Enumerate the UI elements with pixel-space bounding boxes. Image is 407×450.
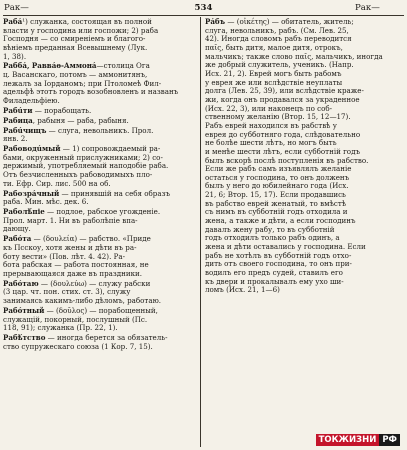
entry-line: и менѣе шести лѣтъ, если субботній годъ xyxy=(205,146,360,156)
entry-headword: Раббá, Раввáѳ-Аммонá xyxy=(3,61,97,71)
entry-first-line: Раболѣ́пiе — подлое, рабское угожденіе. xyxy=(3,207,161,217)
entry-line: 21, 6; Втор. 15, 17). Если продавшись xyxy=(205,190,346,200)
entry-line: янв. 2. xyxy=(3,134,28,144)
entry-headword: Рабóтный xyxy=(3,305,45,315)
entry-first-line: Раббá, Раввáѳ-Аммонá—столица Ога xyxy=(3,61,150,71)
entry-line: ц. Васанскаго, потомъ — аммонитянъ, xyxy=(3,70,148,80)
left-column xyxy=(3,18,196,353)
entry-line: остаться у господина, то онъ долженъ xyxy=(205,172,350,182)
dictionary-entry xyxy=(3,307,196,333)
entry-first-line: Рабúчищъ — слуга, невольникъ. Прол. xyxy=(3,125,154,135)
entry-first-line: Рабá¹) служанка, состоящая въ полной xyxy=(3,17,152,26)
entry-line: власти у господина или госпожи; 2) раба xyxy=(3,25,159,35)
page-header xyxy=(0,2,407,14)
entry-line: занимаясь какимъ-либо дѣломъ, работаю. xyxy=(3,296,162,306)
dictionary-entry xyxy=(205,18,403,295)
entry-line: рабъ не хотѣлъ въ субботній годъ отхо- xyxy=(205,250,352,260)
column-divider xyxy=(200,17,201,447)
entry-first-line: Рабúти — порабощать. xyxy=(3,105,92,115)
dictionary-entry xyxy=(3,62,196,105)
site-watermark xyxy=(312,433,404,447)
entry-line: боту вести» (Пов. лѣт. 4. 42). Ра- xyxy=(3,251,125,261)
entry-line: жи, когда онъ продавался за украденное xyxy=(205,94,360,104)
entry-line: у еврея же или вслѣдствіе неуплаты xyxy=(205,77,343,87)
entry-headword: Рáбъ xyxy=(205,17,226,26)
entry-line: слуга, невольникъ, рабъ. (См. Лев. 25, xyxy=(205,25,349,35)
entry-line: Исх. 21, 2). Еврей могъ быть рабомъ xyxy=(205,68,342,78)
entry-line: жена и дѣти оставались у господина. Если xyxy=(205,242,366,252)
entry-headword: Рабóтаю xyxy=(3,278,39,288)
entry-line: вѣніемъ преданная Всевышнему (Лук. xyxy=(3,42,148,52)
entry-line: Господня — со смиреніемъ и благого- xyxy=(3,34,146,44)
dictionary-entry xyxy=(3,334,196,351)
entry-line: адельфѣ этотъ городъ возобновленъ и названъ xyxy=(3,87,179,97)
right-column xyxy=(205,18,403,296)
entry-line: былъ вскорѣ послѣ поступленія въ рабство. xyxy=(205,155,369,165)
entry-line: служащій, покорный, послушный (Пс. xyxy=(3,314,148,324)
dictionary-entry xyxy=(3,145,196,188)
entry-line: (Исх. 22, 3), или наконецъ по соб- xyxy=(205,103,333,113)
entry-line: былъ у него до юбилейнаго года (Исх. xyxy=(205,181,349,191)
entry-first-line: Рабѣ́тство — иногда берется за обязатель- xyxy=(3,333,168,343)
entry-line: (3 цар. чт. пон. стих. ст. 3), служу xyxy=(3,287,131,297)
dictionary-entry xyxy=(3,208,196,234)
entry-line: ственному желанію (Втор. 15, 12—17). xyxy=(205,112,351,122)
entry-line: водилъ его предъ судей, ставилъ его xyxy=(205,268,343,278)
entry-first-line: Рáбъ — (οἰκέτης) — обитатель, житель; xyxy=(205,17,354,26)
dictionary-entry xyxy=(3,127,196,144)
entry-headword: Раболѣ́пiе xyxy=(3,207,45,217)
entry-line: дающу. xyxy=(3,224,31,234)
entry-line: же добрый служитель, ученикъ. (Напр. xyxy=(205,60,354,70)
entry-headword: Рабúти xyxy=(3,105,33,115)
entry-line: дить отъ своего господина, то онъ при- xyxy=(205,259,352,269)
dictionary-entry xyxy=(3,190,196,207)
entry-line: 1, 38). xyxy=(3,51,27,61)
entry-line: Если же рабъ самъ изъявлялъ желаніе xyxy=(205,164,352,174)
entry-line: держимый, употребляемый наподобіе раба. xyxy=(3,161,169,171)
running-head-left: Рак— xyxy=(4,3,29,13)
entry-headword: Рабúчищъ xyxy=(3,125,47,135)
entry-headword: Рабозрáчный xyxy=(3,188,60,198)
entry-first-line: Рабоводúмый — 1) сопровождаемый ра- xyxy=(3,144,161,154)
header-rule xyxy=(3,15,404,16)
entry-line: ломъ (Исх. 21, 1—6) xyxy=(205,285,280,295)
entry-line: къ Псскоу, хотя жены и дѣти въ ра- xyxy=(3,242,137,252)
entry-line: бота рабская — работа постоянная, не xyxy=(3,260,149,270)
entry-line: къ двери и прокалывалъ ему ухо ши- xyxy=(205,276,344,286)
entry-line: съ нимъ въ субботній годъ отходила и xyxy=(205,207,348,217)
entry-line: Прол. март. 1. Ни въ раболѣпіе впа- xyxy=(3,215,138,225)
entry-headword: Рабѣ́тство xyxy=(3,333,46,343)
entry-line: годъ отходилъ только рабъ одинъ, а xyxy=(205,233,340,243)
entry-first-line: Рабóта — (δουλεία) — рабство. «Приде xyxy=(3,234,151,244)
entry-headword: Рабá xyxy=(3,17,23,26)
entry-line: 42). Иногда словомъ рабъ переводится xyxy=(205,34,352,44)
entry-line: Филадельфіею. xyxy=(3,96,60,106)
dictionary-entry xyxy=(3,117,196,126)
dictionary-entry xyxy=(3,18,196,61)
entry-first-line: Рабозрáчный — принявшій на себя образъ xyxy=(3,188,170,198)
dictionary-entry xyxy=(3,280,196,306)
watermark-domain: РФ xyxy=(379,434,400,446)
entry-line: еврея до субботняго года, слѣдовательно xyxy=(205,129,361,139)
page-number: 534 xyxy=(194,3,213,13)
watermark-text: ТОКЖИЗНИ xyxy=(316,434,380,446)
entry-line: бами, окруженный прислужниками; 2) со- xyxy=(3,152,163,162)
entry-line: жена, а также и дѣти, а если господинъ xyxy=(205,216,356,226)
entry-headword: Рабица xyxy=(3,115,33,125)
running-head-right: Рак— xyxy=(355,3,380,13)
entry-line: ство супружескаго союза (1 Кор. 7, 15). xyxy=(3,341,153,351)
entry-headword: Рабóта xyxy=(3,234,32,244)
entry-line: не болѣе шести лѣтъ, но могъ быть xyxy=(205,138,337,148)
entry-first-line: Рабица, рабыня — раба, рабыня. xyxy=(3,115,129,125)
entry-line: 118, 91); служанка (Пр. 22, 1). xyxy=(3,323,118,333)
entry-line: давалъ жену рабу, то въ субботній xyxy=(205,224,335,234)
entry-line: Рабъ еврей находился въ рабствѣ у xyxy=(205,120,337,130)
entry-line: παῖς, быть дитя, малое дитя, отрокъ, xyxy=(205,42,343,52)
entry-line: прерывающаяся даже въ праздники. xyxy=(3,268,143,278)
entry-line: раба. Мин. мѣс. дек. 6. xyxy=(3,197,89,207)
entry-line: лежалъ за Iорданомъ; при Птоломеѣ Фил- xyxy=(3,78,162,88)
entry-line: въ рабство еврей женатый, то вмѣстѣ xyxy=(205,198,347,208)
entry-line: долга (Лев. 25, 39), или вслѣдствіе краже- xyxy=(205,86,364,96)
dictionary-entry xyxy=(3,107,196,116)
entry-first-line: Рабóтаю — (δουλεύω) — служу рабски xyxy=(3,278,151,288)
entry-first-line: Рабóтный — (δοῦλος) — порабощенный, xyxy=(3,305,158,315)
entry-line: Отъ безчисленныхъ рабоводимыхъ пло- xyxy=(3,170,153,180)
dictionary-entry xyxy=(3,235,196,278)
entry-line: мальчикъ; также слово παῖς, мальчикъ, иногда xyxy=(205,51,383,61)
entry-headword: Рабоводúмый xyxy=(3,144,61,154)
entry-line: ти. Ефр. Сир. лис. 500 на об. xyxy=(3,178,111,188)
